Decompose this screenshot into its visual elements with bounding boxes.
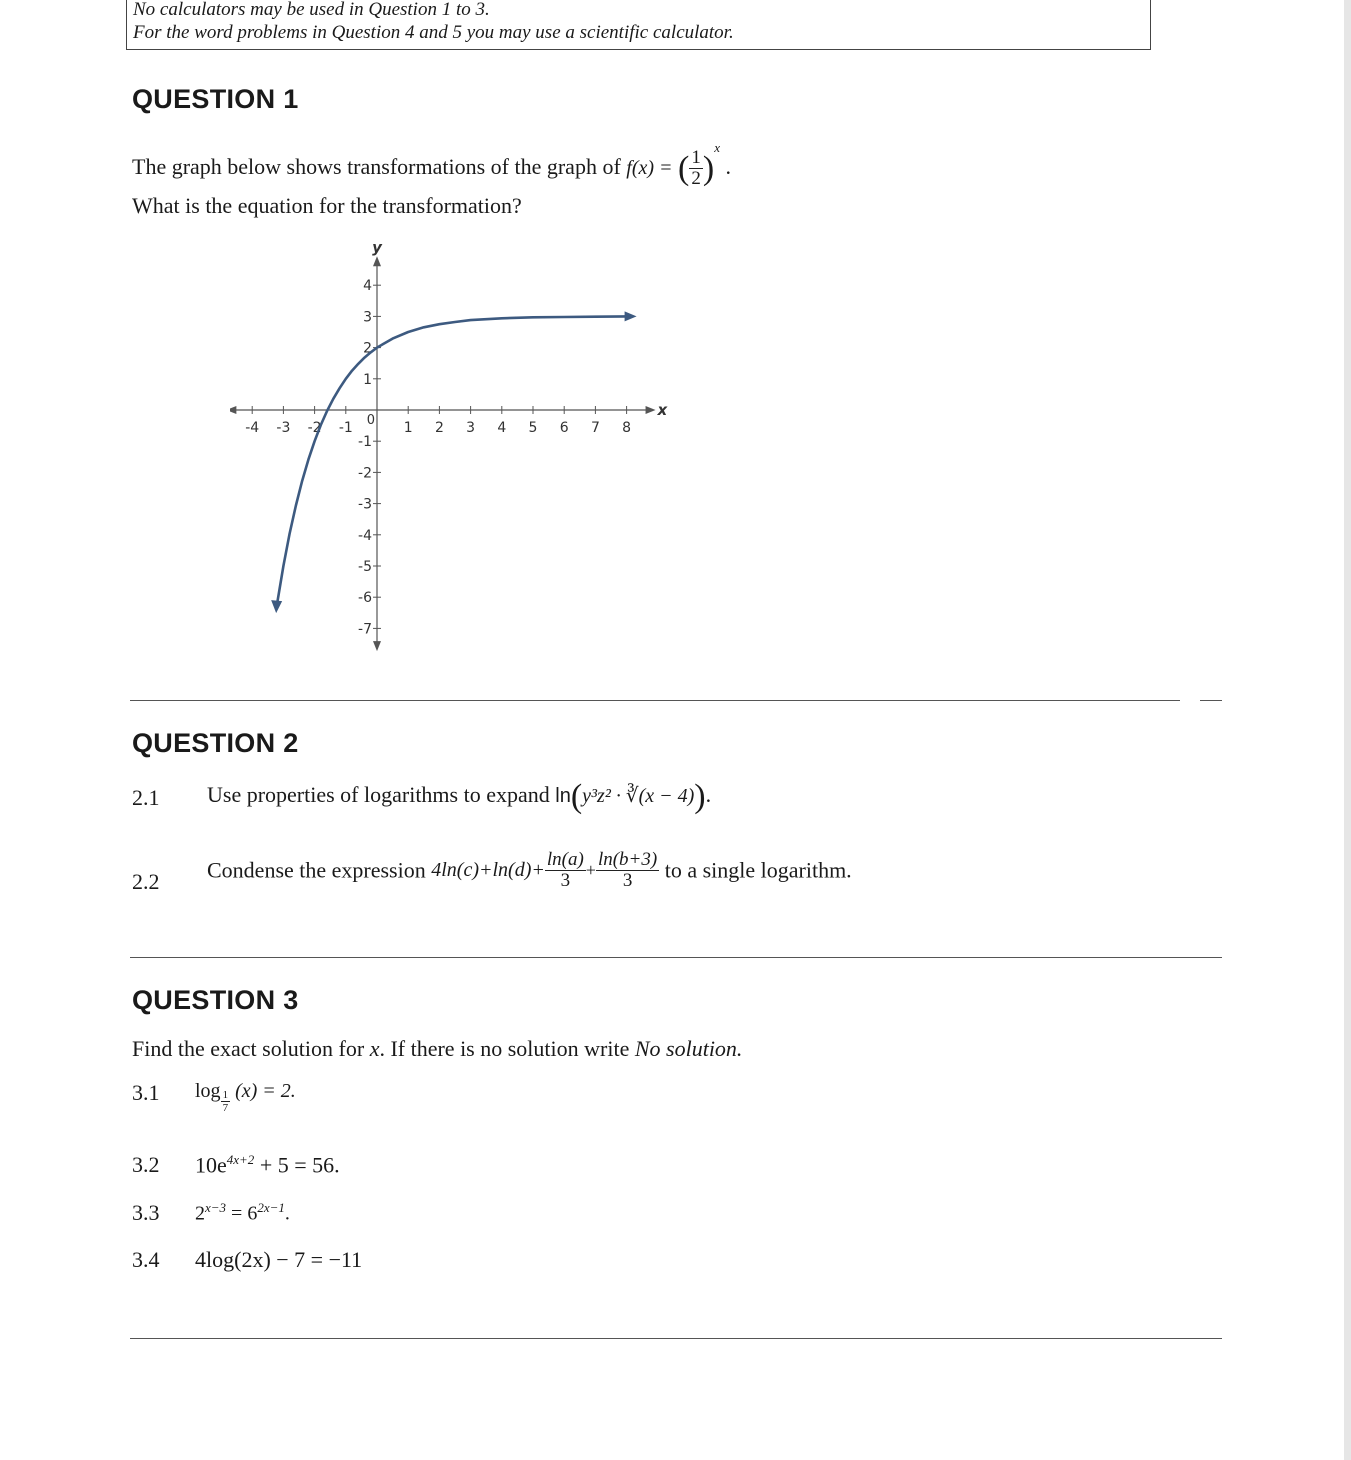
instruction-line-1: No calculators may be used in Question 1 to 3. [133,0,490,20]
x-tick-label: 5 [528,420,538,436]
q2-item-2-tail: to a single logarithm. [664,857,852,883]
question-1-prompt [132,140,731,189]
q2-frac2-num: ln(b+3) [597,849,658,870]
y-tick-label: -6 [358,590,372,607]
q1-function: f(x) = [626,157,673,179]
q3-variable: x [369,1036,380,1061]
x-tick-label: 6 [559,420,569,436]
q3-item-1-base-den: 7 [222,1102,229,1114]
curve-arrow-right [625,311,637,321]
q3-item-2-rest: + 5 = 56. [259,1152,340,1178]
q3-prompt-text: Find the exact solution for [132,1036,365,1061]
page-edge [1344,0,1351,1460]
curve-arrow-down [271,600,282,613]
q3-item-2-base: 10e [195,1152,227,1178]
q2-item-2-number: 2.2 [132,869,160,894]
q2-item-2-fraction-2 [596,850,659,891]
q1-prompt-text: The graph below shows transformations of the graph of [132,154,621,179]
x-tick-label: -3 [276,420,291,436]
x-tick-label: 1 [403,420,413,436]
q2-item-2-text: Condense the expression [207,857,426,883]
q2-item-2-plus: + [585,860,596,880]
x-tick-label: -4 [245,420,260,436]
q1-prompt-suffix: . [725,154,731,179]
q1-base-den: 2 [691,168,701,190]
q2-item-1 [207,778,711,816]
q2-item-1-text: Use properties of logarithms to expand [207,782,550,808]
y-axis-arrow-down [373,641,381,651]
q1-exponent: x [714,140,720,155]
y-tick-label: -5 [358,559,372,575]
x-tick-label: 4 [497,420,507,436]
y-tick-label: -7 [358,621,372,638]
transformation-graph [230,240,680,660]
q2-item-1-number: 2.1 [132,785,160,810]
x-tick-label: 2 [434,420,444,436]
x-tick-label: 3 [466,420,476,436]
x-axis-arrow-left [230,406,236,414]
y-tick-label: 1 [363,371,372,388]
y-axis-arrow-up [373,256,381,266]
q3-no-solution: No solution. [634,1036,743,1061]
origin-label: 0 [366,413,375,428]
instruction-line-2: For the word problems in Question 4 and 5 you may use a scientific calculator. [133,22,734,43]
q3-item-2 [195,1152,340,1178]
question-3-heading: QUESTION 3 [132,985,299,1015]
q1-base-fraction [689,148,703,189]
divider-3 [130,1338,1222,1339]
question-2-heading: QUESTION 2 [132,728,299,758]
q2-frac1-den: 3 [560,870,571,891]
q3-item-1 [195,1080,296,1114]
y-tick-label: -3 [358,496,372,513]
y-tick-label: 2 [363,340,372,357]
divider-2 [130,957,1222,958]
y-tick-label: -2 [358,465,372,482]
question-1-heading: QUESTION 1 [132,84,299,114]
q2-item-1-paren-open: ( [570,778,583,815]
q3-item-3-exponent-2: 2x−1 [257,1200,285,1215]
q3-item-1-number: 3.1 [132,1080,160,1105]
y-tick-label: 4 [363,278,372,295]
x-tick-label: -1 [338,420,353,436]
question-1-question: What is the equation for the transformation? [132,193,522,218]
q2-item-1-ln: ln [555,785,571,808]
curve-line [277,316,626,603]
x-tick-label: 8 [622,420,632,436]
q3-item-3-base: 2 [195,1202,205,1225]
q3-item-4-expr: 4log(2x) − 7 = −11 [195,1247,363,1272]
x-tick-label: -2 [307,420,322,436]
x-tick-label: 7 [590,420,600,436]
q2-item-2 [207,850,852,891]
q2-item-1-paren-close: ) [694,778,706,815]
q3-item-1-base-num: 1 [222,1089,229,1101]
q2-frac1-num: ln(a) [546,849,584,870]
x-axis-label: x [657,401,668,419]
y-tick-label: -1 [358,434,372,451]
q3-prompt-mid: . If there is no solution write [379,1036,630,1061]
q2-item-1-suffix: . [705,782,712,808]
q3-item-1-rest: (x) = 2. [235,1080,296,1102]
q3-item-1-log: log [195,1080,221,1102]
y-tick-label: -4 [358,527,372,544]
q2-item-1-expr: y³z² · ∛(x − 4) [582,785,695,808]
divider-1-stub [1200,700,1222,701]
q2-item-2-expr-a: 4ln(c)+ln(d)+ [431,859,545,881]
q1-paren-open: ( [678,149,690,187]
y-axis-label: y [372,240,382,257]
q3-item-3-number: 3.3 [132,1200,160,1225]
q3-item-3 [195,1200,290,1226]
q3-item-3-mid: = 6 [231,1202,258,1225]
q1-base-num: 1 [691,147,701,169]
q3-item-3-exponent: x−3 [205,1200,227,1215]
q3-item-4-number: 3.4 [132,1247,160,1272]
q2-frac2-den: 3 [622,870,633,891]
instructions-box [126,0,1151,50]
q1-paren-close: ) [702,149,715,187]
question-3-prompt [132,1036,742,1062]
q3-item-3-rest: . [284,1202,290,1225]
q3-item-2-number: 3.2 [132,1152,160,1177]
y-tick-label: 3 [363,309,372,326]
q3-item-1-base [221,1089,231,1114]
divider-1 [130,700,1180,701]
q3-item-2-exponent: 4x+2 [226,1152,255,1167]
q2-item-2-fraction-1 [545,850,586,891]
x-axis-arrow-right [646,406,656,414]
